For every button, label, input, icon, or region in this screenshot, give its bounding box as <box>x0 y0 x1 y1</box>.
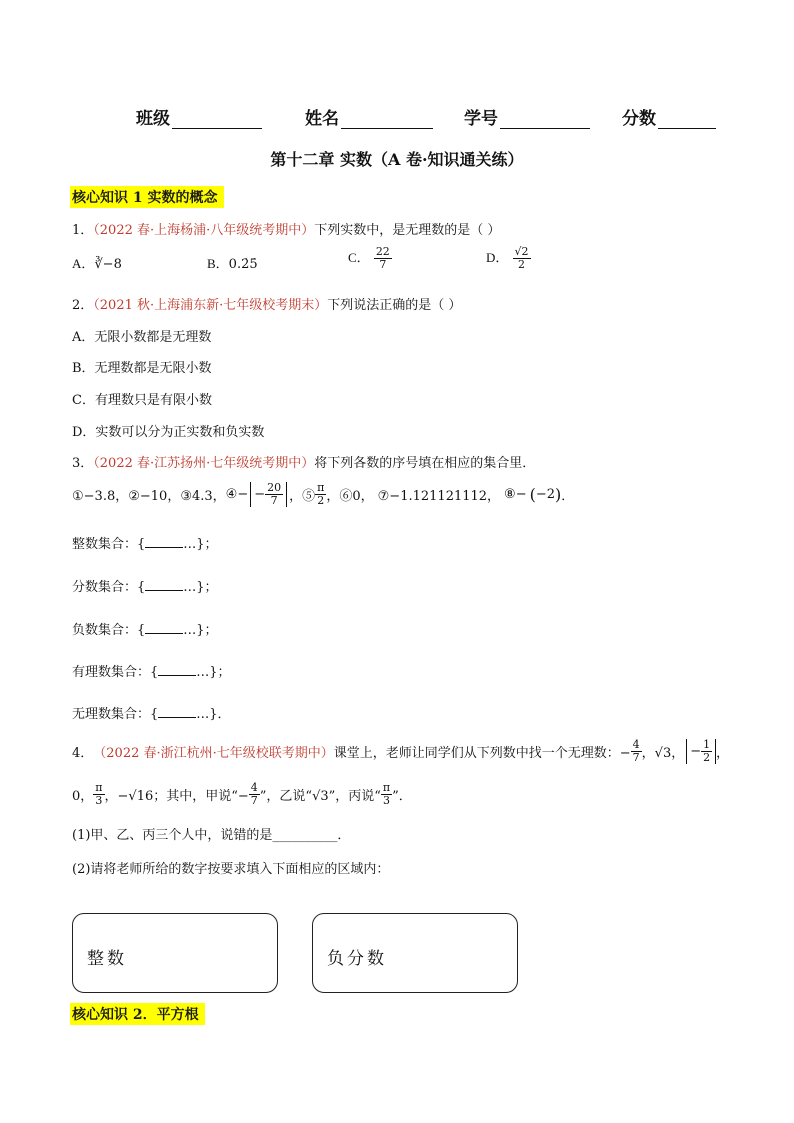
list-item: ③4.3， <box>180 489 226 505</box>
set-label: 分数集合：{ <box>72 580 146 595</box>
q4-sqrt3: ，√3， <box>641 746 685 762</box>
q4-text: 课堂上，老师让同学们从下列数中找一个无理数：− <box>333 746 631 762</box>
q4-sub-1: (1)甲、乙、丙三个人中，说错的是__________． <box>72 828 351 843</box>
paren-inner: −2 <box>535 487 556 503</box>
list-item: ②−10， <box>128 489 181 505</box>
fraction <box>513 246 531 271</box>
set-answer-blank[interactable] <box>158 706 196 718</box>
q4-number: 4． <box>72 746 94 762</box>
list-item: ⑦−1.121121112， <box>377 489 501 505</box>
set-irrational <box>72 703 231 722</box>
choice-letter: B． <box>207 256 229 271</box>
set-label: 整数集合：{ <box>72 537 146 552</box>
fraction <box>701 739 712 764</box>
q3-number-list <box>72 482 574 507</box>
numerator: 22 <box>375 245 390 258</box>
score-field <box>622 104 716 129</box>
q4-text-d: ”． <box>392 789 412 805</box>
fraction <box>249 782 260 807</box>
set-tail: …}； <box>183 580 218 595</box>
q4-line-2 <box>72 782 412 807</box>
fraction <box>93 782 104 807</box>
q1-number: 1． <box>72 223 94 238</box>
class-label: 班级 <box>136 109 170 129</box>
name-blank[interactable] <box>341 108 433 129</box>
score-blank[interactable] <box>658 108 716 129</box>
q4-text-c: ”，乙说“√3”，丙说“ <box>259 789 381 805</box>
open-paren: ( <box>529 485 536 505</box>
set-answer-blank[interactable] <box>145 622 183 634</box>
q2-choice-a[interactable]: A．无限小数都是无理数 <box>72 330 212 345</box>
numerator: π <box>95 781 103 794</box>
denominator: 3 <box>95 794 103 808</box>
set-rational <box>72 661 231 680</box>
fraction <box>315 482 326 507</box>
section-heading-2: 核心知识 2．平方根 <box>70 1003 205 1025</box>
list-item: ，⑥0， <box>326 489 374 505</box>
numerator: √2 <box>514 245 529 258</box>
question-3 <box>72 452 535 471</box>
close-paren: ) <box>555 485 562 505</box>
q3-source: （2022 春·江苏扬州·七年级统考期中） <box>93 456 315 471</box>
set-integer <box>72 533 218 552</box>
q1-text: 下列实数中，是无理数的是（ ） <box>314 223 501 238</box>
list-item: ④− <box>225 487 249 503</box>
q3-number: 3． <box>72 456 94 471</box>
denominator: 7 <box>250 794 258 808</box>
q1-choice-c[interactable] <box>348 246 392 271</box>
comma: ， <box>716 746 730 762</box>
section-heading-1: 核心知识 1 实数的概念 <box>70 186 224 208</box>
choice-letter: A． <box>72 256 95 271</box>
denominator: 3 <box>383 794 391 808</box>
q4-source: （2022 春·浙江杭州·七年级校联考期中） <box>93 746 334 762</box>
set-label: 无理数集合：{ <box>72 707 159 722</box>
denominator: 2 <box>703 751 711 765</box>
q2-number: 2． <box>72 298 94 313</box>
q2-choice-d[interactable]: D．实数可以分为正实数和负实数 <box>72 425 265 440</box>
q4-sub-2: (2)请将老师所给的数字按要求填入下面相应的区域内： <box>72 862 390 877</box>
q4-text-a: 0， <box>72 789 94 805</box>
id-label: 学号 <box>464 109 498 129</box>
fraction <box>265 482 283 507</box>
denominator: 7 <box>270 494 278 508</box>
set-answer-blank[interactable] <box>158 664 196 676</box>
list-item: ，⑤ <box>289 489 316 505</box>
page-title: 第十二章 实数（A 卷·知识通关练） <box>270 150 524 169</box>
negative-fraction-answer-box[interactable] <box>312 913 518 993</box>
q3-text: 将下列各数的序号填在相应的集合里． <box>314 456 536 471</box>
list-item: ⑧− <box>504 487 527 503</box>
score-label: 分数 <box>622 109 656 129</box>
numerator: 20 <box>267 481 282 494</box>
choice-value: 0.2̇5̇ <box>228 257 258 272</box>
fraction <box>374 246 392 271</box>
set-fraction <box>72 576 218 595</box>
q2-choice-b[interactable]: B．无理数都是无限小数 <box>72 361 212 376</box>
q4-text-b: ，−√16；其中，甲说“− <box>104 789 249 805</box>
minus-sign: − <box>254 487 266 503</box>
absolute-value <box>686 739 716 764</box>
denominator: 2 <box>518 258 526 272</box>
set-answer-blank[interactable] <box>145 536 183 548</box>
question-1 <box>72 219 500 238</box>
choice-letter: C． <box>348 250 370 266</box>
integer-answer-box[interactable] <box>72 913 278 993</box>
fraction <box>381 782 392 807</box>
q2-choice-c[interactable]: C．有理数只是有限小数 <box>72 393 212 408</box>
numerator: 4 <box>250 781 258 794</box>
numerator: 4 <box>632 738 640 751</box>
choice-letter: D． <box>486 250 509 266</box>
q1-choice-b[interactable] <box>207 253 258 272</box>
q1-choice-d[interactable] <box>486 246 531 271</box>
numerator: π <box>317 481 325 494</box>
set-label: 负数集合：{ <box>72 623 146 638</box>
denominator: 2 <box>317 494 325 508</box>
q1-source: （2022 春·上海杨浦·八年级统考期中） <box>93 223 315 238</box>
set-tail: …}； <box>183 537 218 552</box>
question-2 <box>72 294 461 313</box>
set-answer-blank[interactable] <box>145 579 183 591</box>
choice-value: ∛−8 <box>94 257 122 272</box>
list-item: ． <box>561 489 575 505</box>
absolute-value <box>250 482 287 507</box>
numerator: 1 <box>703 738 711 751</box>
set-tail: …}； <box>196 665 231 680</box>
box-label: 负分数 <box>327 949 387 969</box>
q2-source: （2021 秋·上海浦东新·七年级校考期末） <box>93 298 328 313</box>
class-blank[interactable] <box>172 108 262 129</box>
denominator: 7 <box>632 751 640 765</box>
q2-text: 下列说法正确的是（ ） <box>327 298 462 313</box>
fraction <box>631 739 642 764</box>
set-tail: …}； <box>183 623 218 638</box>
q1-choice-a[interactable] <box>72 253 122 272</box>
id-blank[interactable] <box>500 108 590 129</box>
denominator: 7 <box>379 258 387 272</box>
question-4 <box>72 739 729 764</box>
set-label: 有理数集合：{ <box>72 665 159 680</box>
class-field <box>136 104 262 129</box>
set-negative <box>72 619 218 638</box>
name-label: 姓名 <box>305 109 339 129</box>
id-field <box>464 104 590 129</box>
set-tail: …}． <box>196 707 231 722</box>
list-item: ①−3.8， <box>72 489 129 505</box>
name-field <box>305 104 433 129</box>
box-label: 整数 <box>87 949 127 969</box>
minus-sign: − <box>690 744 702 760</box>
numerator: π <box>382 781 391 794</box>
